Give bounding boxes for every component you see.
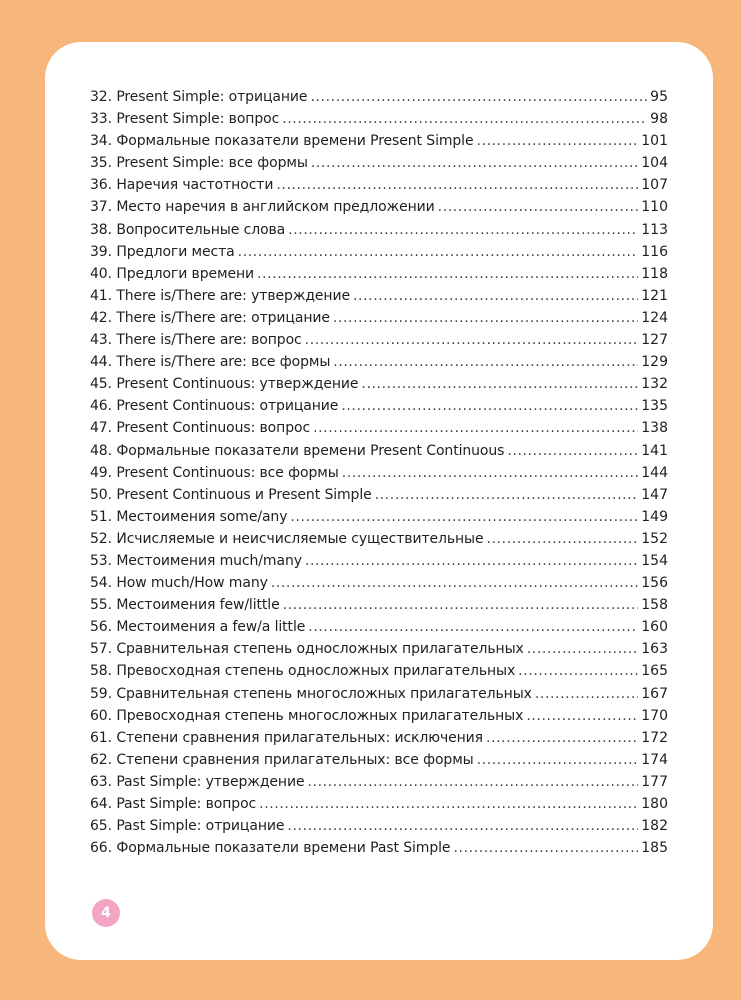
toc-entry[interactable]	[90, 244, 668, 266]
toc-entry[interactable]	[90, 553, 668, 575]
toc-dot-leader	[282, 111, 647, 127]
toc-entry-page: 158	[641, 597, 668, 614]
toc-entry-title: 34. Формальные показатели времени Present Simple	[90, 133, 474, 150]
toc-dot-leader	[287, 818, 638, 834]
toc-dot-leader	[313, 420, 638, 436]
toc-dot-leader	[308, 619, 638, 635]
toc-dot-leader	[276, 177, 638, 193]
toc-dot-leader	[305, 553, 638, 569]
toc-entry-page: 124	[641, 309, 668, 326]
toc-dot-leader	[476, 133, 638, 149]
toc-entry-page: 95	[650, 89, 668, 105]
toc-entry-page: 127	[641, 332, 668, 349]
toc-entry-title: 42. There is/There are: отрицание	[90, 309, 330, 326]
toc-entry-title: 53. Местоимения much/many	[90, 552, 302, 569]
toc-entry[interactable]	[90, 818, 668, 840]
toc-entry[interactable]	[90, 774, 668, 796]
toc-dot-leader	[290, 509, 638, 525]
toc-entry-title: 40. Предлоги времени	[90, 265, 255, 282]
toc-entry-title: 59. Сравнительная степень многосложных прилагательных	[90, 685, 532, 702]
toc-entry-page: 132	[641, 376, 668, 393]
toc-entry-page: 182	[641, 818, 668, 835]
toc-entry-page: 180	[641, 796, 668, 812]
toc-entry-title: 57. Сравнительная степень односложных прилагательных	[90, 641, 524, 658]
toc-entry-page: 116	[641, 243, 668, 260]
toc-dot-leader	[375, 487, 639, 503]
toc-entry[interactable]	[90, 663, 668, 685]
toc-dot-leader	[333, 310, 638, 326]
toc-entry[interactable]	[90, 310, 668, 332]
toc-entry[interactable]	[90, 133, 668, 155]
toc-entry-page: 107	[641, 177, 668, 194]
toc-entry-title: 35. Present Simple: все формы	[90, 155, 308, 172]
toc-entry-title: 66. Формальные показатели времени Past Simple	[90, 840, 451, 857]
toc-entry-title: 48. Формальные показатели времени Present Continuous	[90, 442, 505, 459]
toc-dot-leader	[507, 443, 638, 459]
toc-dot-leader	[527, 641, 639, 657]
toc-entry[interactable]	[90, 619, 668, 641]
toc-entry-page: 177	[641, 773, 668, 790]
toc-dot-leader	[283, 597, 639, 613]
page-number-badge: 4	[92, 899, 120, 927]
toc-entry-title: 62. Степени сравнения прилагательных: все формы	[90, 751, 474, 768]
toc-entry[interactable]	[90, 420, 668, 442]
toc-entry[interactable]	[90, 199, 668, 221]
toc-entry-page: 147	[641, 486, 668, 503]
toc-entry[interactable]	[90, 531, 668, 553]
toc-entry[interactable]	[90, 332, 668, 354]
toc-entry[interactable]	[90, 708, 668, 730]
toc-entry[interactable]	[90, 487, 668, 509]
toc-entry[interactable]	[90, 686, 668, 708]
toc-entry-title: 45. Present Continuous: утверждение	[90, 376, 359, 393]
toc-dot-leader	[333, 354, 638, 370]
toc-entry[interactable]	[90, 465, 668, 487]
toc-entry-title: 46. Present Continuous: отрицание	[90, 398, 339, 415]
toc-entry-page: 135	[641, 398, 668, 415]
toc-entry-title: 56. Местоимения a few/a little	[90, 619, 306, 636]
toc-dot-leader	[438, 199, 639, 215]
toc-entry-page: 101	[641, 133, 668, 150]
toc-dot-leader	[535, 686, 638, 702]
toc-dot-leader	[526, 708, 638, 724]
toc-entry-page: 129	[641, 354, 668, 371]
toc-entry[interactable]	[90, 443, 668, 465]
toc-dot-leader	[477, 752, 639, 768]
toc-entry-title: 54. How much/How many	[90, 575, 268, 592]
toc-entry-page: 154	[641, 552, 668, 569]
toc-entry[interactable]	[90, 796, 668, 818]
toc-entry-page: 121	[641, 287, 668, 304]
toc-entry-title: 50. Present Continuous и Present Simple	[90, 486, 372, 503]
toc-dot-leader	[305, 332, 639, 348]
toc-entry-title: 39. Предлоги места	[90, 243, 235, 260]
toc-entry[interactable]	[90, 597, 668, 619]
toc-dot-leader	[342, 465, 639, 481]
toc-dot-leader	[361, 376, 638, 392]
toc-entry-page: 138	[641, 420, 668, 437]
toc-entry-page: 110	[641, 199, 668, 216]
toc-entry[interactable]	[90, 752, 668, 774]
toc-dot-leader	[238, 244, 639, 260]
toc-entry-title: 49. Present Continuous: все формы	[90, 464, 339, 481]
toc-entry-page: 104	[641, 155, 668, 172]
toc-entry-title: 64. Past Simple: вопрос	[90, 796, 257, 812]
toc-entry-page: 98	[650, 111, 668, 128]
toc-entry-page: 170	[641, 707, 668, 724]
toc-dot-leader	[307, 774, 638, 790]
toc-entry-page: 141	[641, 442, 668, 459]
toc-entry[interactable]	[90, 730, 668, 752]
toc-dot-leader	[311, 155, 638, 171]
toc-entry-title: 63. Past Simple: утверждение	[90, 773, 305, 790]
toc-entry[interactable]	[90, 376, 668, 398]
toc-entry-page: 144	[641, 464, 668, 481]
toc-entry-title: 44. There is/There are: все формы	[90, 354, 331, 371]
toc-dot-leader	[518, 663, 638, 679]
toc-entry-page: 160	[641, 619, 668, 636]
toc-entry[interactable]	[90, 575, 668, 597]
toc-entry-page: 149	[641, 508, 668, 525]
toc-entry-title: 60. Превосходная степень многосложных прилагательных	[90, 707, 524, 724]
toc-entry-title: 38. Вопросительные слова	[90, 221, 286, 238]
toc-entry[interactable]	[90, 266, 668, 288]
toc-entry[interactable]	[90, 288, 668, 310]
toc-entry-title: 61. Степени сравнения прилагательных: исключения	[90, 729, 484, 746]
toc-entry-title: 33. Present Simple: вопрос	[90, 111, 280, 128]
toc-dot-leader	[310, 89, 647, 105]
toc-entry-title: 65. Past Simple: отрицание	[90, 818, 285, 835]
toc-entry[interactable]	[90, 155, 668, 177]
toc-entry[interactable]	[90, 354, 668, 376]
toc-entry-page: 174	[641, 751, 668, 768]
toc-dot-leader	[288, 222, 638, 238]
toc-entry[interactable]	[90, 89, 668, 111]
toc-entry[interactable]	[90, 177, 668, 199]
toc-entry-page: 163	[641, 641, 668, 658]
toc-entry[interactable]	[90, 509, 668, 531]
toc-dot-leader	[486, 730, 638, 746]
toc-entry-title: 47. Present Continuous: вопрос	[90, 420, 311, 437]
toc-dot-leader	[353, 288, 638, 304]
toc-entry-title: 36. Наречия частотности	[90, 177, 274, 194]
toc-dot-leader	[341, 398, 638, 414]
toc-entry-page: 165	[641, 663, 668, 680]
toc-entry-title: 37. Место наречия в английском предложении	[90, 199, 435, 216]
toc-dot-leader	[257, 266, 638, 282]
toc-entry[interactable]	[90, 111, 668, 133]
toc-entry-title: 55. Местоимения few/little	[90, 597, 280, 614]
toc-entry-title: 52. Исчисляемые и неисчисляемые существительные	[90, 530, 484, 547]
toc-entry-page: 172	[641, 729, 668, 746]
toc-entry-title: 41. There is/There are: утверждение	[90, 287, 350, 304]
toc-entry[interactable]	[90, 840, 668, 862]
toc-dot-leader	[271, 575, 638, 591]
toc-entry-page: 185	[641, 840, 668, 857]
toc-entry[interactable]	[90, 222, 668, 244]
page-card	[45, 42, 713, 960]
table-of-contents	[90, 89, 668, 862]
toc-entry[interactable]	[90, 398, 668, 420]
toc-entry-page: 113	[641, 221, 668, 238]
toc-dot-leader	[259, 796, 638, 812]
toc-entry-page: 167	[641, 685, 668, 702]
toc-entry-title: 43. There is/There are: вопрос	[90, 332, 302, 349]
toc-entry-page: 152	[641, 530, 668, 547]
toc-entry-title: 51. Местоимения some/any	[90, 508, 288, 525]
toc-entry-title: 58. Превосходная степень односложных прилагательных	[90, 663, 516, 680]
toc-entry-page: 118	[641, 265, 668, 282]
toc-dot-leader	[453, 840, 638, 856]
toc-dot-leader	[487, 531, 639, 547]
toc-entry-title: 32. Present Simple: отрицание	[90, 89, 308, 105]
toc-entry-page: 156	[641, 575, 668, 592]
toc-entry[interactable]	[90, 641, 668, 663]
